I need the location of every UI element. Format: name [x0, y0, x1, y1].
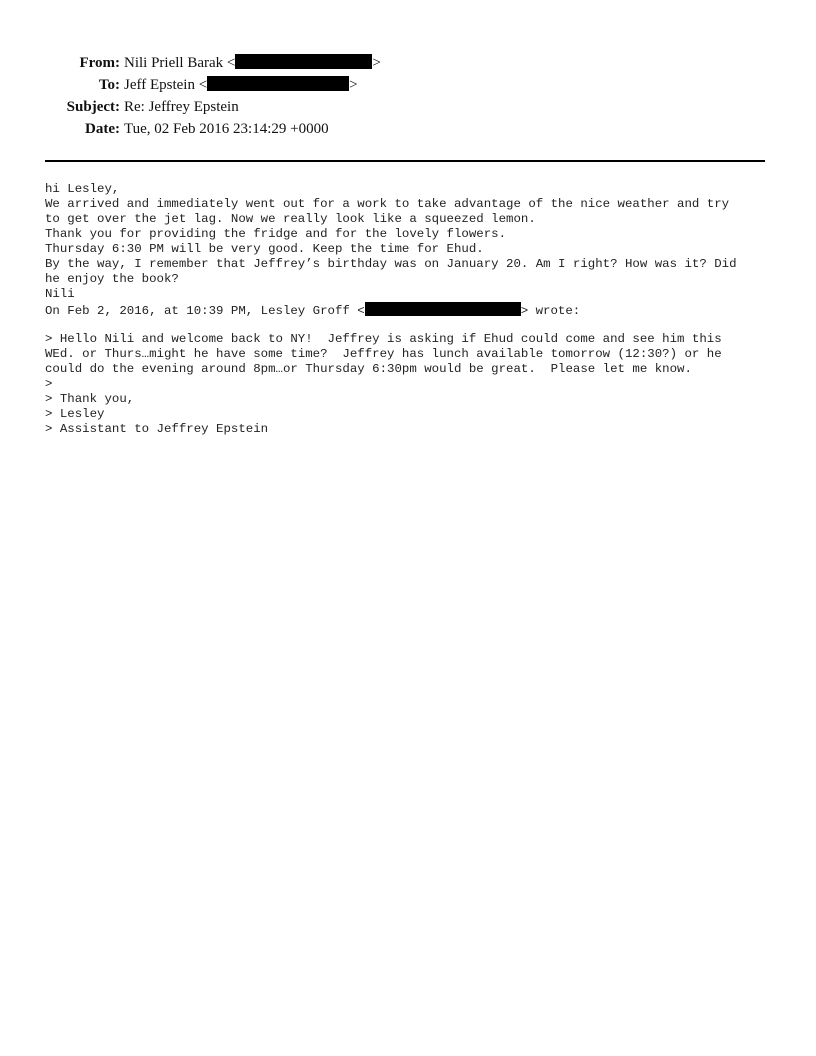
blank-line	[45, 317, 785, 332]
quoted-line: > Assistant to Jeffrey Epstein	[45, 422, 269, 436]
body-line: Thursday 6:30 PM will be very good. Keep the time for Ehud.	[45, 242, 484, 256]
redacted-email	[235, 54, 372, 69]
quoted-line: could do the evening around 8pm…or Thursday 6:30pm would be great. Please let me know.	[45, 362, 692, 376]
quoted-line: > Hello Nili and welcome back to NY! Jeffrey is asking if Ehud could come and see him this	[45, 332, 722, 346]
subject-value: Re: Jeffrey Epstein	[124, 99, 239, 115]
quoted-line: >	[45, 377, 53, 391]
from-label: From:	[79, 55, 120, 71]
from-value	[124, 52, 381, 74]
redacted-email	[365, 302, 521, 316]
attribution-suffix: > wrote:	[520, 304, 581, 318]
subject-label: Subject:	[66, 99, 120, 115]
from-name: Nili Priell Barak <	[124, 55, 236, 71]
to-name: Jeff Epstein <	[124, 77, 208, 93]
to-close: >	[349, 77, 358, 93]
body-line: Thank you for providing the fridge and for the lovely flowers.	[45, 227, 507, 241]
attribution-prefix: On Feb 2, 2016, at 10:39 PM, Lesley Groff <	[45, 304, 365, 318]
email-body	[45, 182, 785, 437]
quoted-line: WEd. or Thurs…might he have some time? Jeffrey has lunch available tomorrow (12:30?) or he	[45, 347, 722, 361]
body-line: We arrived and immediately went out for a work to take advantage of the nice weather and try	[45, 197, 730, 211]
quoted-line: > Thank you,	[45, 392, 135, 406]
body-line: to get over the jet lag. Now we really look like a squeezed lemon.	[45, 212, 536, 226]
from-close: >	[372, 55, 381, 71]
from-row	[0, 52, 816, 74]
body-line: By the way, I remember that Jeffrey’s birthday was on January 20. Am I right? How was it? Did	[45, 257, 737, 271]
quoted-line: > Lesley	[45, 407, 105, 421]
signature: Nili	[45, 287, 75, 301]
to-row	[0, 74, 816, 96]
body-line: he enjoy the book?	[45, 272, 179, 286]
date-row	[0, 118, 816, 140]
subject-row	[0, 96, 816, 118]
date-label: Date:	[85, 121, 120, 137]
date-value: Tue, 02 Feb 2016 23:14:29 +0000	[124, 121, 329, 137]
email-header	[0, 52, 816, 140]
header-divider	[45, 160, 765, 162]
redacted-email	[207, 76, 349, 91]
quote-attribution	[45, 302, 785, 317]
to-value	[124, 74, 358, 96]
to-label: To:	[98, 77, 120, 93]
body-line: hi Lesley,	[45, 182, 120, 196]
